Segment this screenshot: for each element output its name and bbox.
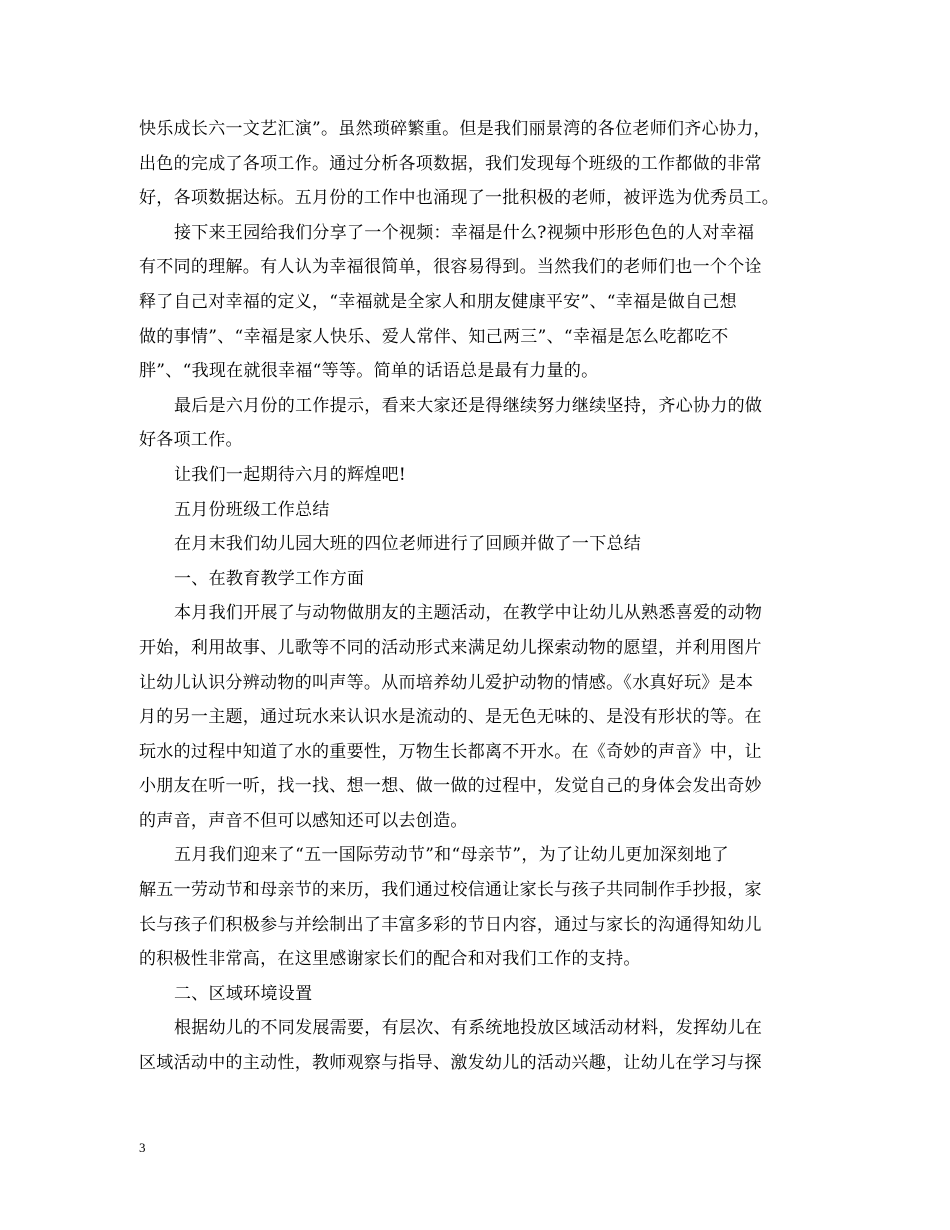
text-line: 一、在教育教学工作方面 (174, 568, 365, 589)
text-line: 好各项工作。 (139, 430, 243, 451)
paragraph (139, 458, 823, 493)
text-line: 本月我们开展了与动物做朋友的主题活动，在教学中让幼儿从熟悉喜爱的动物 (174, 603, 763, 624)
text-line: 月的另一主题，通过玩水来认识水是流动的、是无色无味的、是没有形状的等。在 (139, 707, 762, 728)
text-line: 二、区域环境设置 (174, 983, 313, 1004)
text-line: 快乐成长六一文艺汇演”。虽然琐碎繁重。但是我们丽景湾的各位老师们齐心协力， (139, 119, 771, 139)
text-line: 玩水的过程中知道了水的重要性，万物生长都离不开水。在《奇妙的声音》中，让 (139, 741, 762, 762)
document-body (139, 112, 823, 1081)
text-line: 胖”、“我现在就很幸福“等等。简单的话语总是最有力量的。 (139, 361, 599, 382)
page-number: 3 (139, 1140, 146, 1155)
paragraph (139, 493, 823, 528)
paragraph (139, 596, 823, 838)
text-line: 让我们一起期待六月的辉煌吧! (174, 464, 407, 485)
text-line: 长与孩子们积极参与并绘制出了丰富多彩的节日内容，通过与家长的沟通得知幼儿 (139, 914, 762, 935)
text-line: 有不同的理解。有人认为幸福很简单，很容易得到。当然我们的老师们也一个个诠 (139, 257, 762, 278)
text-line: 接下来王园给我们分享了一个视频：幸福是什么?视频中形形色色的人对幸福 (174, 222, 755, 243)
text-line: 根据幼儿的不同发展需要，有层次、有系统地投放区域活动材料，发挥幼儿在 (174, 1018, 763, 1039)
text-line: 小朋友在听一听，找一找、想一想、做一做的过程中，发觉自己的身体会发出奇妙 (139, 776, 762, 797)
text-line: 在月末我们幼儿园大班的四位老师进行了回顾并做了一下总结 (174, 534, 642, 555)
text-line: 五月我们迎来了“五一国际劳动节”和“母亲节”，为了让幼儿更加深刻地了 (174, 845, 729, 866)
paragraph (139, 389, 823, 458)
text-line: 区域活动中的主动性，教师观察与指导、激发幼儿的活动兴趣，让幼儿在学习与探 (139, 1053, 762, 1074)
paragraph (139, 562, 823, 597)
text-line: 最后是六月份的工作提示，看来大家还是得继续努力继续坚持，齐心协力的做 (174, 395, 763, 416)
text-line: 出色的完成了各项工作。通过分析各项数据，我们发现每个班级的工作都做的非常 (139, 153, 762, 174)
paragraph (139, 527, 823, 562)
paragraph (139, 216, 823, 389)
text-line: 的积极性非常高，在这里感谢家长们的配合和对我们工作的支持。 (139, 949, 641, 970)
paragraph (139, 977, 823, 1012)
paragraph (139, 1011, 823, 1080)
paragraph (139, 112, 823, 216)
paragraph (139, 838, 823, 976)
text-line: 释了自己对幸福的定义，“幸福就是全家人和朋友健康平安”、“幸福是做自己想 (139, 291, 737, 312)
text-line: 的声音，声音不但可以感知还可以去创造。 (139, 810, 468, 831)
text-line: 让幼儿认识分辨动物的叫声等。从而培养幼儿爱护动物的情感。《水真好玩》是本 (139, 672, 754, 693)
text-line: 做的事情”、“幸福是家人快乐、爱人常伴、知己两三”、“幸福是怎么吃都吃不 (139, 326, 729, 347)
text-line: 好，各项数据达标。五月份的工作中也涌现了一批积极的老师，被评选为优秀员工。 (139, 188, 780, 209)
text-line: 五月份班级工作总结 (174, 499, 330, 520)
text-line: 开始，利用故事、儿歌等不同的活动形式来满足幼儿探索动物的愿望，并利用图片 (139, 637, 762, 658)
text-line: 解五一劳动节和母亲节的来历，我们通过校信通让家长与孩子共同制作手抄报，家 (139, 880, 762, 901)
